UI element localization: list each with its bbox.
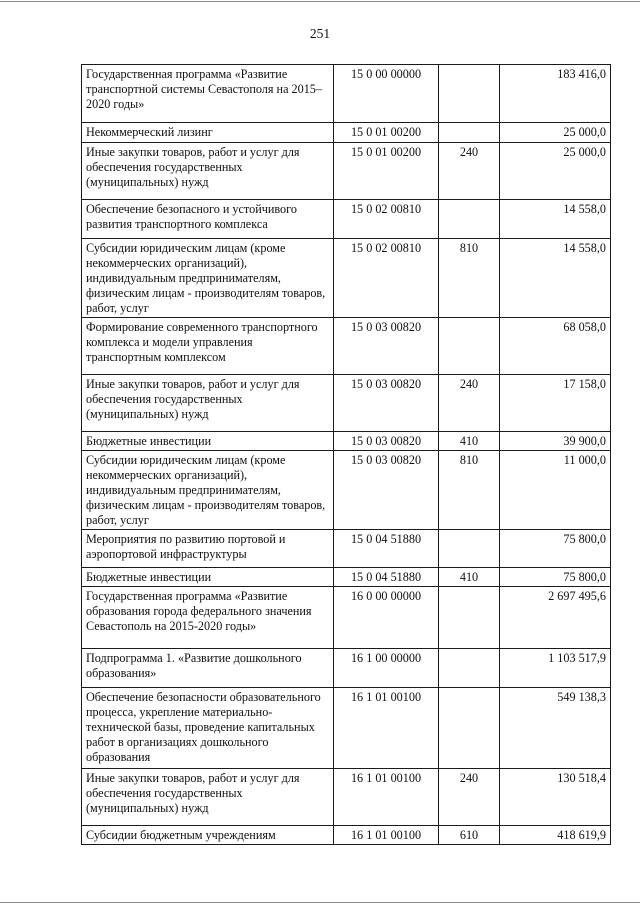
table-row xyxy=(82,826,611,845)
row-name: Субсидии юридическим лицам (кроме некоммерческих организаций), индивидуальным предпринимателям, физическим лицам - производителям товаров, работ, услуг xyxy=(82,239,334,318)
table-row xyxy=(82,239,611,318)
row-type xyxy=(439,318,500,375)
scan-edge-top xyxy=(0,1,640,2)
row-sum: 17 158,0 xyxy=(500,375,611,432)
table-row xyxy=(82,375,611,432)
row-sum: 68 058,0 xyxy=(500,318,611,375)
row-type: 810 xyxy=(439,239,500,318)
table-row xyxy=(82,65,611,123)
table-row xyxy=(82,432,611,451)
row-type: 610 xyxy=(439,826,500,845)
row-code: 16 1 00 00000 xyxy=(334,649,439,688)
row-code: 15 0 03 00820 xyxy=(334,375,439,432)
row-name: Подпрограмма 1. «Развитие дошкольного образования» xyxy=(82,649,334,688)
row-name: Государственная программа «Развитие транспортной системы Севастополя на 2015–2020 годы» xyxy=(82,65,334,123)
table-row xyxy=(82,568,611,587)
row-type: 410 xyxy=(439,432,500,451)
row-code: 16 0 00 00000 xyxy=(334,587,439,649)
row-sum: 549 138,3 xyxy=(500,688,611,769)
table-row xyxy=(82,318,611,375)
row-name: Некоммерческий лизинг xyxy=(82,123,334,143)
row-type xyxy=(439,649,500,688)
row-sum: 14 558,0 xyxy=(500,200,611,239)
table-row xyxy=(82,123,611,143)
row-type: 240 xyxy=(439,375,500,432)
row-type xyxy=(439,200,500,239)
row-code: 15 0 04 51880 xyxy=(334,530,439,568)
row-type xyxy=(439,587,500,649)
row-code: 15 0 03 00820 xyxy=(334,451,439,530)
row-code: 15 0 00 00000 xyxy=(334,65,439,123)
row-code: 15 0 03 00820 xyxy=(334,432,439,451)
table-row xyxy=(82,451,611,530)
row-name: Субсидии бюджетным учреждениям xyxy=(82,826,334,845)
row-sum: 11 000,0 xyxy=(500,451,611,530)
row-code: 16 1 01 00100 xyxy=(334,769,439,826)
row-type xyxy=(439,65,500,123)
row-code: 15 0 04 51880 xyxy=(334,568,439,587)
row-sum: 183 416,0 xyxy=(500,65,611,123)
row-sum: 418 619,9 xyxy=(500,826,611,845)
row-type xyxy=(439,530,500,568)
budget-table xyxy=(81,64,611,845)
row-type: 410 xyxy=(439,568,500,587)
row-name: Формирование современного транспортного комплекса и модели управления транспортным комплексом xyxy=(82,318,334,375)
row-sum: 75 800,0 xyxy=(500,530,611,568)
row-type: 240 xyxy=(439,143,500,200)
row-code: 15 0 01 00200 xyxy=(334,123,439,143)
row-sum: 25 000,0 xyxy=(500,143,611,200)
table-row xyxy=(82,530,611,568)
row-code: 15 0 02 00810 xyxy=(334,200,439,239)
row-sum: 75 800,0 xyxy=(500,568,611,587)
row-code: 15 0 02 00810 xyxy=(334,239,439,318)
scan-edge-bottom xyxy=(0,902,640,903)
row-type xyxy=(439,123,500,143)
page-number: 251 xyxy=(309,26,331,41)
row-sum: 130 518,4 xyxy=(500,769,611,826)
row-name: Бюджетные инвестиции xyxy=(82,432,334,451)
row-sum: 39 900,0 xyxy=(500,432,611,451)
row-code: 16 1 01 00100 xyxy=(334,688,439,769)
row-name: Обеспечение безопасного и устойчивого развития транспортного комплекса xyxy=(82,200,334,239)
table-row xyxy=(82,769,611,826)
row-code: 15 0 03 00820 xyxy=(334,318,439,375)
row-sum: 2 697 495,6 xyxy=(500,587,611,649)
row-name: Иные закупки товаров, работ и услуг для обеспечения государственных (муниципальных) нужд xyxy=(82,375,334,432)
row-sum: 14 558,0 xyxy=(500,239,611,318)
table-row xyxy=(82,143,611,200)
row-name: Государственная программа «Развитие образования города федерального значения Севастополь на 2015-2020 годы» xyxy=(82,587,334,649)
table-row xyxy=(82,688,611,769)
row-sum: 1 103 517,9 xyxy=(500,649,611,688)
table-row xyxy=(82,649,611,688)
row-type xyxy=(439,688,500,769)
table-row xyxy=(82,200,611,239)
table-row xyxy=(82,587,611,649)
row-name: Субсидии юридическим лицам (кроме некоммерческих организаций), индивидуальным предпринимателям, физическим лицам - производителям товаров, работ, услуг xyxy=(82,451,334,530)
row-name: Обеспечение безопасности образовательного процесса, укрепление материально-технической базы, проведение капитальных работ в организациях дошкольного образования xyxy=(82,688,334,769)
row-name: Иные закупки товаров, работ и услуг для обеспечения государственных (муниципальных) нужд xyxy=(82,769,334,826)
row-name: Бюджетные инвестиции xyxy=(82,568,334,587)
row-name: Иные закупки товаров, работ и услуг для обеспечения государственных (муниципальных) нужд xyxy=(82,143,334,200)
row-type: 810 xyxy=(439,451,500,530)
row-code: 15 0 01 00200 xyxy=(334,143,439,200)
row-code: 16 1 01 00100 xyxy=(334,826,439,845)
row-sum: 25 000,0 xyxy=(500,123,611,143)
row-type: 240 xyxy=(439,769,500,826)
row-name: Мероприятия по развитию портовой и аэропортовой инфраструктуры xyxy=(82,530,334,568)
